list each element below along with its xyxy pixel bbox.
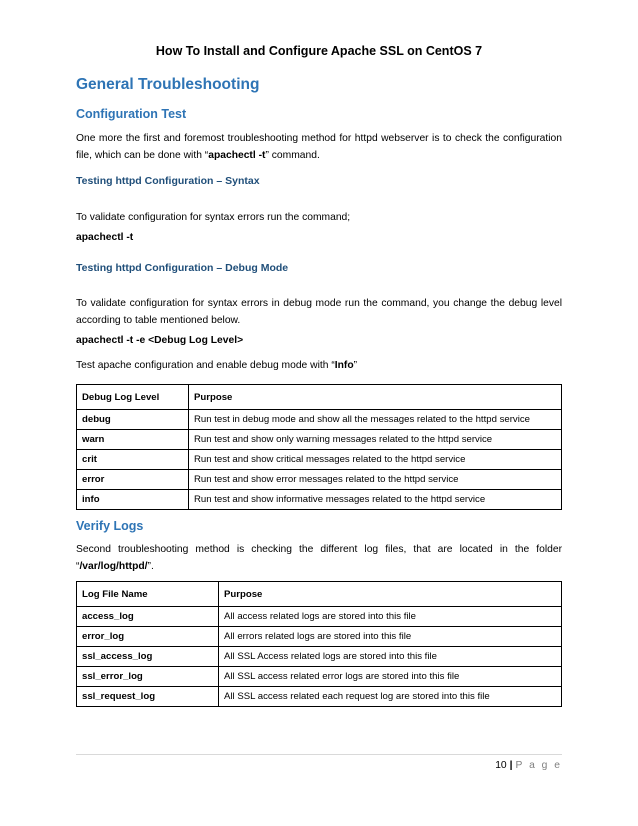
table-cell: All access related logs are stored into this file: [219, 607, 562, 627]
table-row: [77, 607, 562, 627]
table-row: [77, 627, 562, 647]
table-cell: ssl_error_log: [77, 667, 219, 687]
text: ” command.: [265, 150, 320, 161]
table-row: [77, 667, 562, 687]
inline-path: /var/log/httpd/: [79, 561, 148, 572]
inline-value: Info: [334, 360, 354, 371]
table-header-cell: Purpose: [189, 385, 562, 410]
command-debug: apachectl -t -e <Debug Log Level>: [76, 335, 244, 346]
table-cell: All SSL access related error logs are stored into this file: [219, 667, 562, 687]
text: Test apache configuration and enable debug mode with “: [76, 360, 335, 371]
page-label: P a g e: [515, 760, 562, 771]
subsection-title-debug-mode: Testing httpd Configuration – Debug Mode: [76, 262, 289, 274]
table-row: [77, 410, 562, 430]
table-cell: All SSL access related each request log are stored into this file: [219, 687, 562, 707]
table-cell: Run test and show informative messages related to the httpd service: [189, 490, 562, 510]
log-files-table: [76, 581, 562, 707]
text: One more the first and foremost troubleshooting method for httpd webserver is to check the configuration file, which can be done with “: [76, 133, 562, 161]
table-cell: access_log: [77, 607, 219, 627]
table-header-cell: Debug Log Level: [77, 385, 189, 410]
table-row: [77, 647, 562, 667]
table-row: [77, 450, 562, 470]
table-header-cell: Log File Name: [77, 582, 219, 607]
table-cell: Run test and show only warning messages related to the httpd service: [189, 430, 562, 450]
table-cell: warn: [77, 430, 189, 450]
section-title-configuration-test: Configuration Test: [76, 107, 187, 121]
table-cell: Run test and show critical messages related to the httpd service: [189, 450, 562, 470]
section-title-general-troubleshooting: General Troubleshooting: [76, 76, 260, 93]
table-row: [77, 430, 562, 450]
debug-level-table: [76, 384, 562, 510]
page-number: 10: [495, 760, 507, 771]
table-cell: Run test in debug mode and show all the messages related to the httpd service: [189, 410, 562, 430]
document-header-title: How To Install and Configure Apache SSL on CentOS 7: [155, 44, 483, 58]
table-cell: error: [77, 470, 189, 490]
table-row: [77, 490, 562, 510]
page-footer: [495, 760, 562, 771]
paragraph-debug-info: [76, 357, 562, 374]
table-cell: All SSL Access related logs are stored into this file: [219, 647, 562, 667]
text: ”: [353, 360, 358, 371]
inline-command: apachectl -t: [208, 150, 266, 161]
footer-separator: |: [509, 760, 513, 771]
paragraph-configuration-test: [76, 130, 562, 164]
text: Second troubleshooting method is checking the different log files, that are located in the folder “: [76, 544, 562, 572]
table-cell: info: [77, 490, 189, 510]
table-row: [77, 470, 562, 490]
paragraph-syntax: To validate configuration for syntax errors run the command;: [76, 212, 351, 223]
text: ”.: [147, 561, 154, 572]
section-title-verify-logs: Verify Logs: [76, 519, 144, 533]
footer-divider: [76, 754, 562, 755]
table-cell: ssl_access_log: [77, 647, 219, 667]
paragraph-verify-logs: [76, 541, 562, 575]
table-cell: crit: [77, 450, 189, 470]
table-row: [77, 687, 562, 707]
table-header-row: [77, 582, 562, 607]
table-cell: debug: [77, 410, 189, 430]
paragraph-debug-mode: To validate configuration for syntax errors in debug mode run the command, you change the debug level according to table mentioned below.: [76, 298, 562, 326]
command-syntax: apachectl -t: [76, 232, 134, 243]
table-cell: Run test and show error messages related to the httpd service: [189, 470, 562, 490]
table-cell: All errors related logs are stored into this file: [219, 627, 562, 647]
table-header-cell: Purpose: [219, 582, 562, 607]
table-cell: ssl_request_log: [77, 687, 219, 707]
table-cell: error_log: [77, 627, 219, 647]
table-header-row: [77, 385, 562, 410]
subsection-title-syntax: Testing httpd Configuration – Syntax: [76, 175, 260, 187]
